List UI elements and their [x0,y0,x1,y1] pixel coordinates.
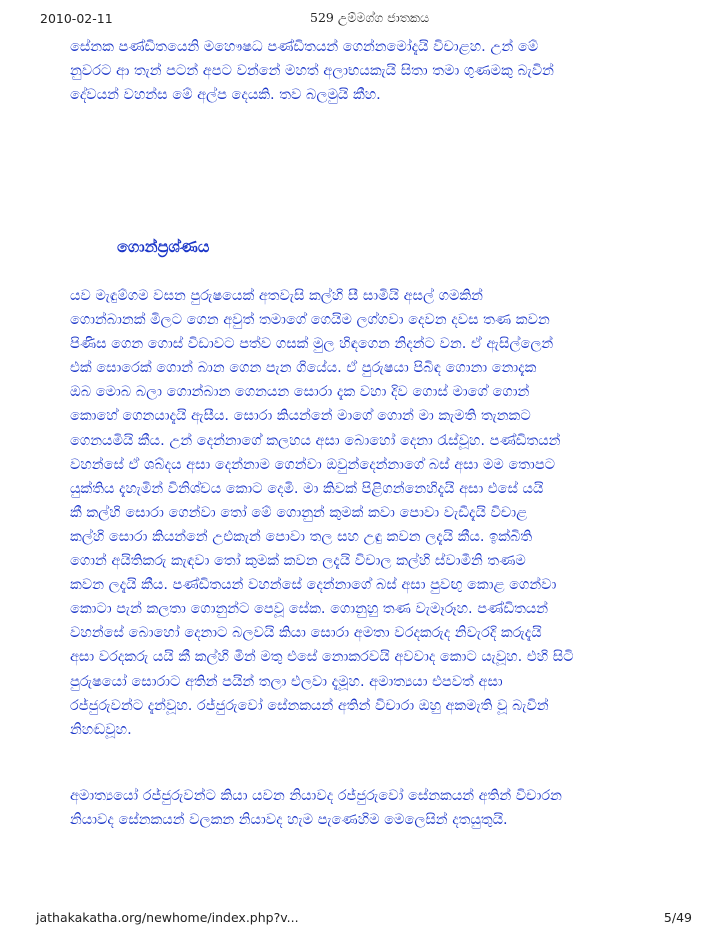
text-line: යුක්තිය දැහැමින් විනිශ්චය කොට දෙමි. මා කිවක් පිළිගන්නෙහිදැයි අසා එසේ යයි [70,480,544,497]
text-line: පිණිස ගෙන ගොස් විඩාවට පත්ව ගසක් මුල හිඳගෙන නිදන්ට වන. ඒ ඇසිල්ලෙන් [70,336,554,353]
header-date: 2010-02-11 [40,11,113,26]
page-number: 5/49 [663,910,692,925]
text-line: අමාත්‍යයෝ රජ්ජුරුවන්ට කියා යවන නියාවද රජ්ජුරුවෝ සේනකයන් අතින් විචාරන [70,788,562,804]
text-line: ඔබ මොබ බලා ගොන්බාන ගෙනයන සොරා දැක වහා දිව ගොස් මාගේ ගොන් [70,384,530,401]
text-line: කල්හි සොරා කියන්නේ උළුකැන් පොවා තල සහ උඳු කවන ලදැයි කීය. ඉක්බිති [70,528,533,545]
text-line: ගොන් අයිතිකරු කැඳවා තෝ කුමක් කවන ලදැයි විචාල කල්හි ස්වාමීනි තණම [70,553,526,570]
text-line: නුවරට ආ තැන් පටන් අපට වන්නේ මහත් අලාභයකැයි සිතා තමා ගුණමකු බැවින් [70,63,554,80]
paragraph-conclusion [70,784,670,832]
text-line: ගෙනයමියි කීය. උන් දෙන්නාගේ කලහය අසා බොහෝ දෙනා රැස්වූහ. පණ්ඩිතයන් [70,432,561,449]
text-line: නියාවද සේනකයන් වලකන නියාවද හැම පැණෙහිම මෙලෙසින් දතයුතුයි. [70,812,508,829]
text-line: සේනක පණ්ඩිතයෙනි මහෞෂධ පණ්ඩිතයන් ගෙන්නමෝදැයි විචාළහ. උන් මේ [70,39,539,55]
text-line: ගොන්බානක් මිලට ගෙන අවුත් තමාගේ ගෙයිම ලග්ගවා දෙවන දවස තණ කවන [70,312,550,329]
text-line: වහන්සේ බොහෝ දෙනාට බලවයි කියා සොරා අමතා වරදකරුද නිවැරදි කරුදැයි [70,625,542,642]
text-line: එක් සොරෙක් ගොන් බාන ගෙන පැන ගියේය. ඒ පුරුෂයා පිබිඳ ගොනා නොදැක [70,360,537,377]
text-line: වහන්සේ ඒ ශබ්දය අසා දෙන්නාම ගෙන්වා ඔවුන්දෙන්නාගේ බස් අසා මම තොපට [70,456,556,473]
paragraph-intro [70,35,670,107]
text-line: රජ්ජුරුවන්ට දැන්වූහ. රජ්ජුරුවෝ සේනකයන් අතින් විචාරා ඔහු අකමැති වූ බැවින් [70,697,549,714]
text-line: පුරුෂයෝ සොරාට අතින් පයින් තලා එලවා දැමූහ. අමාත්‍යයා එපවත් අසා [70,673,503,690]
footer-url[interactable]: jathakakatha.org/newhome/index.php?v... [36,910,299,925]
paragraph-story [70,284,670,742]
text-line: කී කල්හි සොරා ගෙන්වා තෝ මේ ගොනුන් කුමක් කවා පොවා වැඩීදැයි විචාළ [70,504,528,521]
section-title: ගොන්ප්‍රශ්ණය [117,237,210,256]
text-line: කවන ලදැයි කීය. පණ්ඩිතයන් වහන්සේ දෙන්නාගේ බස් අසා පුවඟු කොළ ගෙන්වා [70,577,557,594]
text-line: යව මැඳුම්ගම වසන පුරුෂයෙක් අතවැසි කල්හි සී සාමියි අසල් ගමකින් [70,288,483,304]
text-line: කොටා පැන් කලතා ගොනුන්ට පෙවූ සේක. ගොනුහු තණ වැමෑරූහ. පණ්ඩිතයන් [70,601,549,618]
text-line: කොහේ ගෙනයාදැයි ඇසීය. සොරා කියන්නේ මාගේ ගොන් මා කැමති තැනකට [70,408,531,425]
text-line: නිහඬවූහ. [70,721,132,738]
text-line: දේවයන් වහන්ස මේ අල්ප දෙයකි. තව බලමුයි කීහ. [70,87,381,104]
text-line: අසා වරදකරු යයි කී කල්හි මින් මතු එසේ නොකරවයි අවවාද කොට යැවූහ. එහි සිටි [70,649,574,666]
header-title: 529 උම්මග්ග ජාතකය [310,10,430,25]
